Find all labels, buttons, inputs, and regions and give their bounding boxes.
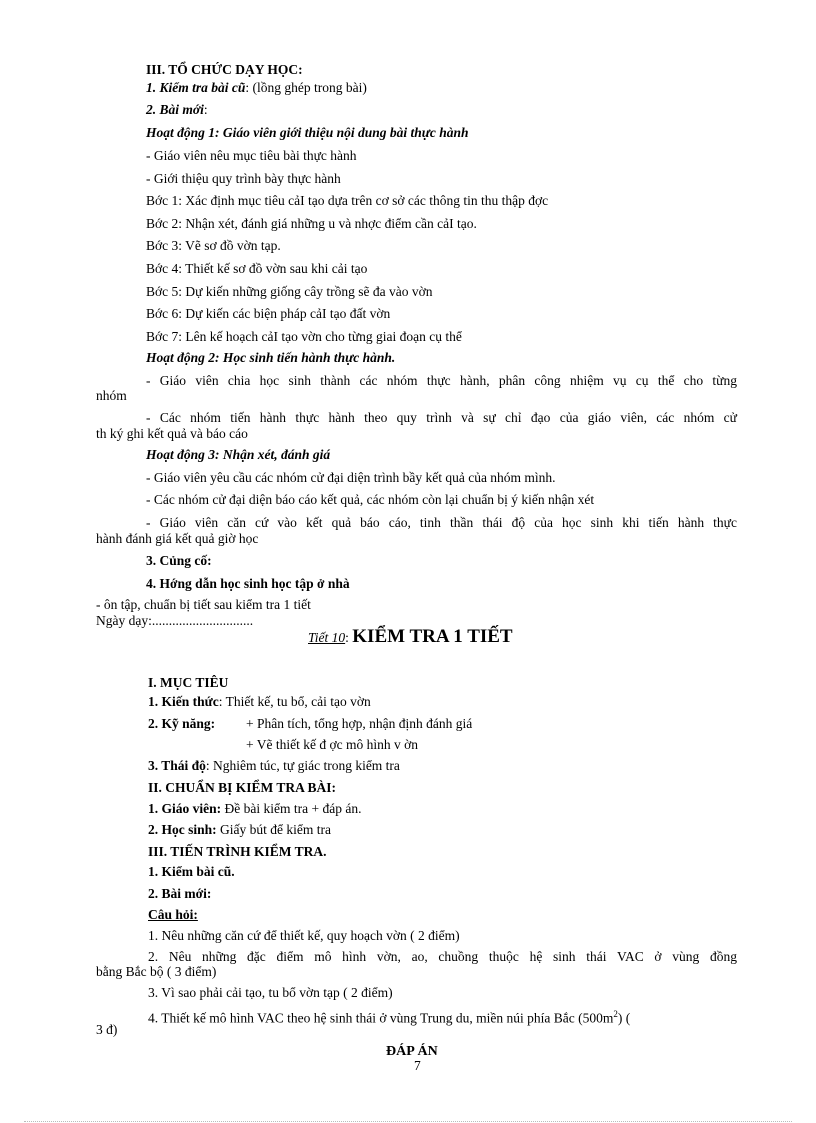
step-line: Bớc 2: Nhận xét, đánh giá những u và nhợc điểm cần cảI tạo.	[146, 216, 477, 231]
new-lesson	[146, 102, 208, 118]
lesson-title-row	[308, 626, 513, 649]
objectives-heading: I. MỤC TIÊU	[148, 675, 229, 690]
step-line: Bớc 5: Dự kiến những giống cây trồng sẽ đa vào vờn	[146, 284, 433, 299]
page-edge-divider	[24, 1121, 792, 1122]
step-line: Bớc 3: Vẽ sơ đồ vờn tạp.	[146, 238, 281, 253]
review-line: - ôn tập, chuẩn bị tiết sau kiểm tra 1 tiết	[96, 597, 311, 612]
lesson-number: Tiết 10	[308, 630, 346, 645]
paragraph-line: - Giáo viên căn cứ vào kết quả báo cáo, tinh thần thái độ của học sinh khi tiến hành thực	[146, 515, 737, 530]
check-label: 1. Kiểm tra bài cũ	[146, 80, 246, 95]
list-item: - Giáo viên nêu mục tiêu bài thực hành	[146, 148, 357, 163]
list-item: - Giáo viên yêu cầu các nhóm cử đại diện trình bầy kết quả của nhóm mình.	[146, 470, 556, 485]
knowledge-label: 1. Kiến thức	[148, 694, 219, 709]
process-item: 1. Kiểm bài cũ.	[148, 864, 235, 879]
question-4-tail: ) (	[617, 1010, 631, 1026]
question-4-text: 4. Thiết kế mô hình VAC theo hệ sinh thái ở vùng Trung du, miền núi phía Bắc (500m	[148, 1010, 614, 1026]
question-4	[148, 1006, 630, 1027]
new-lesson-colon: :	[203, 102, 208, 117]
new-lesson-label: 2. Bài mới	[146, 102, 204, 117]
step-line: Bớc 4: Thiết kế sơ đồ vờn sau khi cải tạo	[146, 261, 368, 276]
knowledge-line	[148, 694, 371, 710]
step-line: Bớc 1: Xác định mục tiêu cảI tạo dựa trên cơ sở các thông tin thu thập đợc	[146, 193, 549, 208]
activity-3-heading: Hoạt động 3: Nhận xét, đánh giá	[146, 447, 331, 462]
attitude-line	[148, 758, 400, 774]
knowledge-text: : Thiết kế, tu bổ, cải tạo vờn	[218, 694, 371, 709]
paragraph-line: nhóm	[96, 388, 127, 403]
superscript: 2	[613, 1009, 618, 1019]
page-number: 7	[414, 1058, 421, 1073]
questions-label: Câu hỏi:	[148, 907, 198, 922]
list-item: - Các nhóm cử đại diện báo cáo kết quả, các nhóm còn lại chuẩn bị ý kiến nhận xét	[146, 492, 595, 507]
process-heading: III. TIẾN TRÌNH KIỂM TRA.	[148, 844, 327, 859]
skill-line	[148, 716, 215, 732]
check-old-lesson	[146, 80, 367, 96]
paragraph-line: - Các nhóm tiến hành thực hành theo quy trình và sự chỉ đạo của giáo viên, các nhóm cử	[146, 410, 737, 425]
skill-text-2: + Vẽ thiết kế đ ợc mô hình v ờn	[246, 737, 418, 752]
preparation-heading: II. CHUẨN BỊ KIỂM TRA BÀI:	[148, 780, 337, 795]
teacher-line	[148, 801, 361, 817]
guide-heading: 4. Hớng dẫn học sinh học tập ở nhà	[146, 576, 350, 591]
page-title: KIỂM TRA 1 TIẾT	[352, 626, 513, 647]
check-text: : (lồng ghép trong bài)	[245, 80, 367, 95]
paragraph-line: hành đánh giá kết quả giờ học	[96, 531, 259, 546]
step-line: Bớc 6: Dự kiến các biện pháp cảI tạo đất vờn	[146, 306, 391, 321]
lesson-number-colon: :	[345, 630, 349, 645]
question-2-cont: bằng Bắc bộ ( 3 điểm)	[96, 964, 217, 979]
question-4-cont: 3 đ)	[96, 1022, 118, 1037]
answer-heading: ĐÁP ÁN	[386, 1044, 438, 1059]
activity-1-heading: Hoạt động 1: Giáo viên giới thiệu nội dung bài thực hành	[146, 125, 469, 140]
skill-label: 2. Kỹ năng:	[148, 716, 216, 731]
question-2: 2. Nêu những đặc điểm mô hình vờn, ao, chuồng thuộc hệ sinh thái VAC ở vùng đồng	[148, 949, 737, 964]
paragraph-line: - Giáo viên chia học sinh thành các nhóm thực hành, phân công nhiệm vụ cụ thể cho từng	[146, 373, 737, 388]
skill-text-1: + Phân tích, tổng hợp, nhận định đánh giá	[246, 716, 473, 731]
teacher-text: Đề bài kiểm tra + đáp án.	[221, 801, 362, 816]
question-1: 1. Nêu những căn cứ để thiết kế, quy hoạch vờn ( 2 điểm)	[148, 928, 460, 943]
list-item: - Giới thiệu quy trình bày thực hành	[146, 171, 341, 186]
student-line	[148, 822, 331, 838]
teacher-label: 1. Giáo viên:	[148, 801, 222, 816]
student-label: 2. Học sinh:	[148, 822, 217, 837]
activity-2-heading: Hoạt động 2: Học sinh tiến hành thực hành.	[146, 350, 396, 365]
section-heading: III. TỔ CHỨC DẠY HỌC:	[146, 62, 303, 77]
process-item: 2. Bài mới:	[148, 886, 212, 901]
attitude-text: : Nghiêm túc, tự giác trong kiểm tra	[205, 758, 400, 773]
attitude-label: 3. Thái độ	[148, 758, 206, 773]
step-line: Bớc 7: Lên kế hoạch cảI tạo vờn cho từng giai đoạn cụ thể	[146, 329, 462, 344]
teaching-date: Ngày dạy:..............................	[96, 613, 254, 628]
paragraph-line: th ký ghi kết quả và báo cáo	[96, 426, 248, 441]
question-3: 3. Vì sao phải cải tạo, tu bổ vờn tạp ( 2 điểm)	[148, 985, 393, 1000]
consolidate-heading: 3. Củng cố:	[146, 553, 212, 568]
student-text: Giấy bút để kiểm tra	[216, 822, 331, 837]
